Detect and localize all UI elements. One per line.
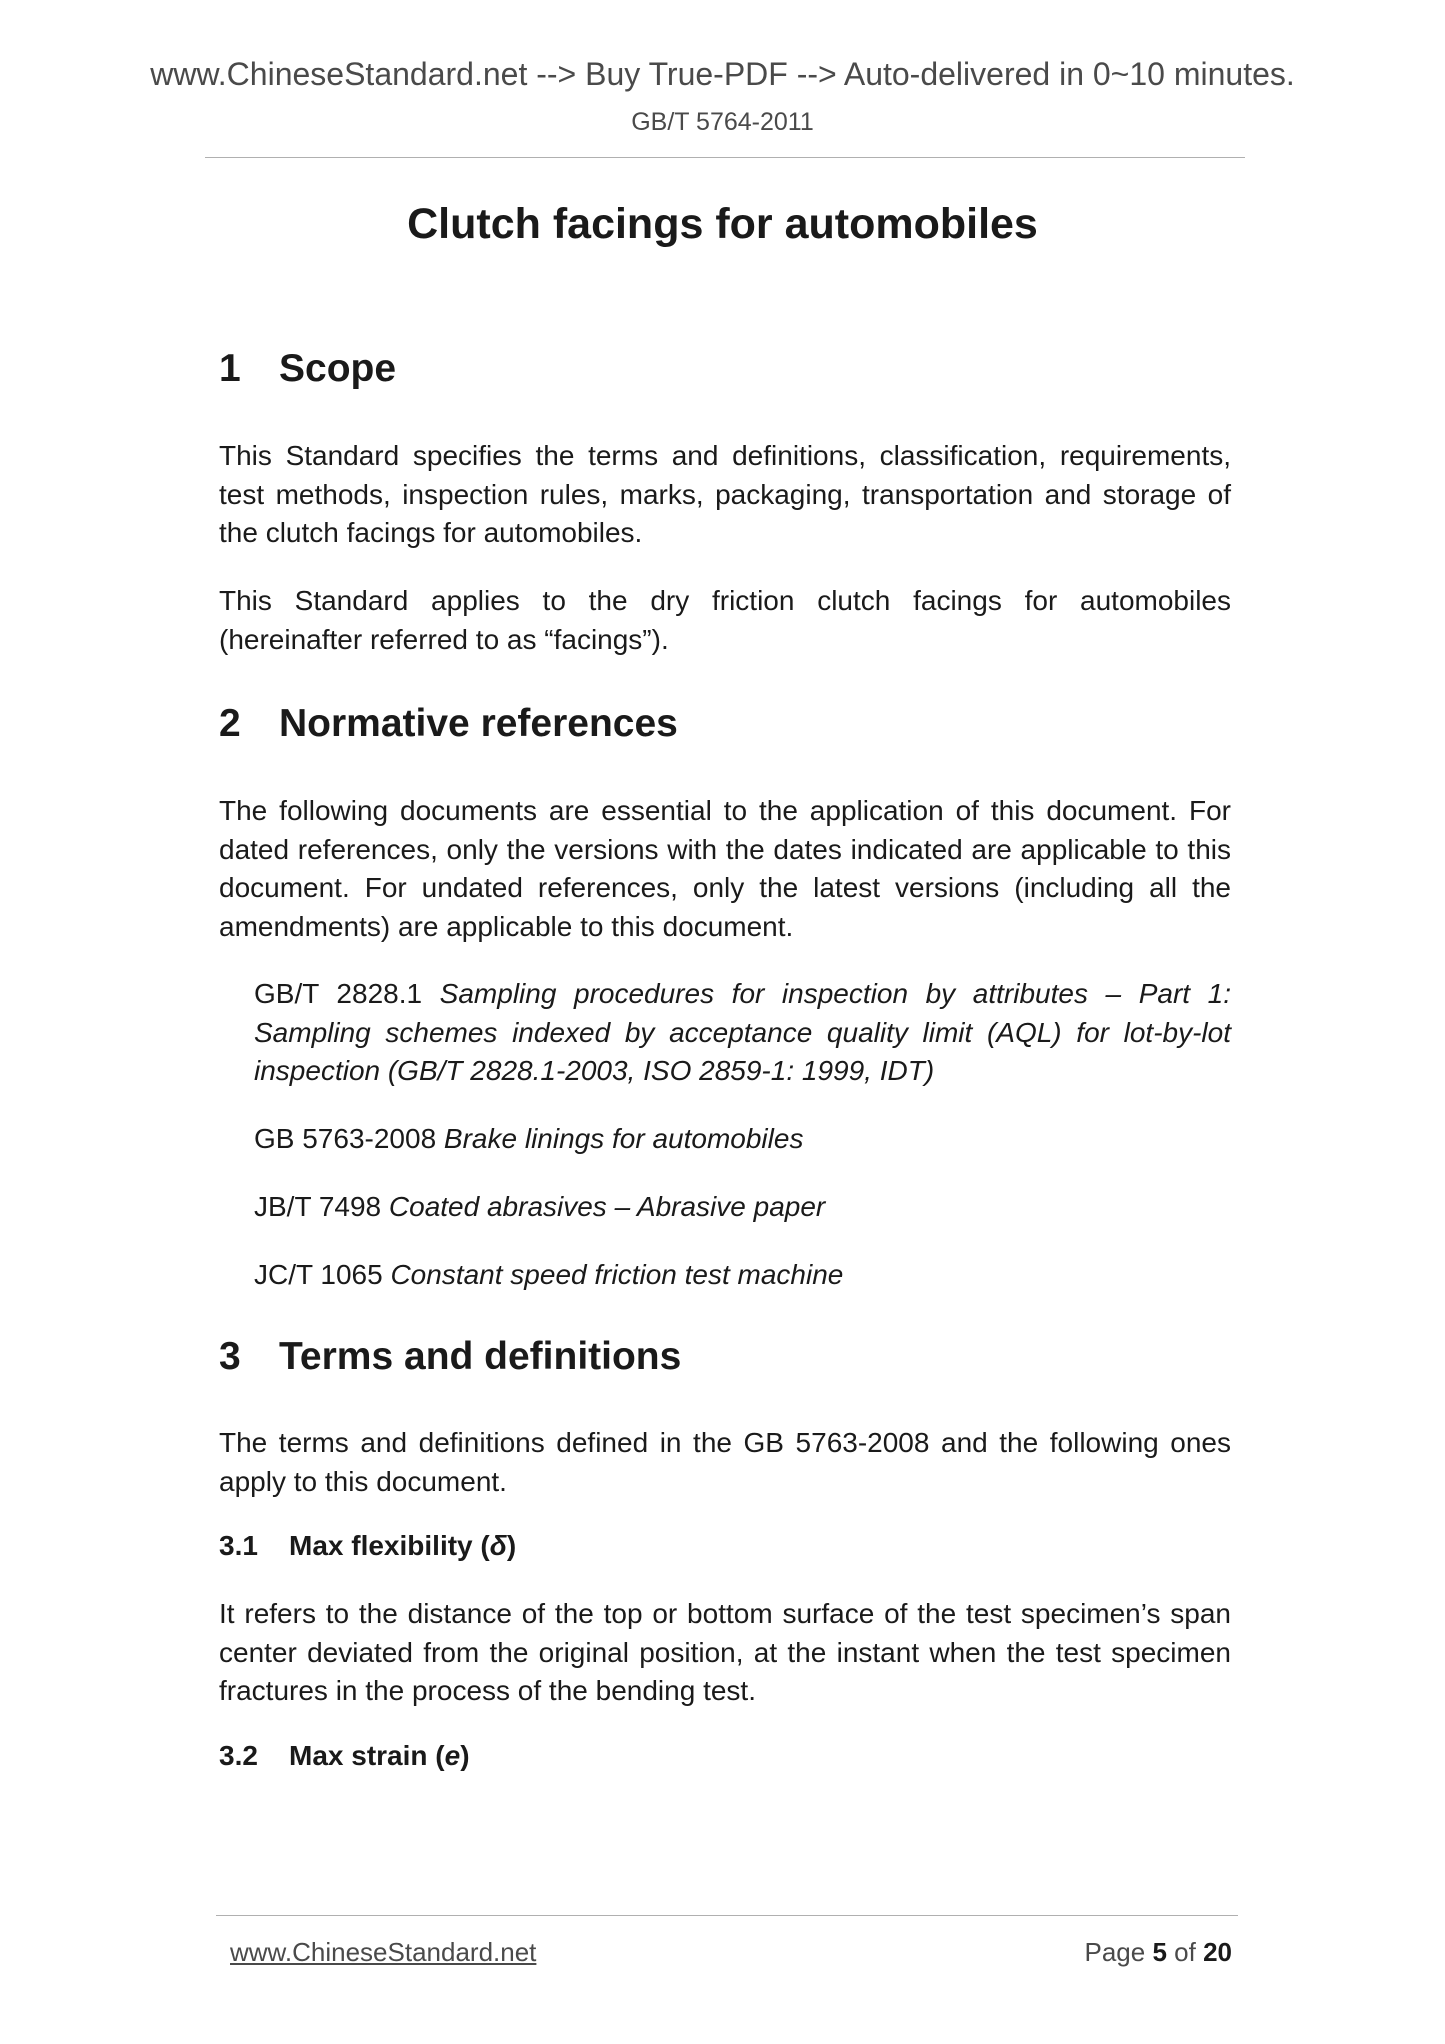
reference-item (254, 1256, 1231, 1295)
page-of: of (1174, 1937, 1196, 1967)
total-pages: 20 (1203, 1937, 1232, 1967)
subsection-symbol: e (444, 1740, 461, 1771)
reference-code: GB/T 2828.1 (254, 978, 423, 1009)
references-intro: The following documents are essential to the application of this document. For dated references, only the versions with the dates indicated are applicable to this document. For undated references, only the latest versions (including all the amendments) are applicable to this document. (219, 795, 1231, 942)
scope-paragraph-1: This Standard specifies the terms and definitions, classification, requirements, test methods, inspection rules, marks, packaging, transportation and storage of the clutch facings for automobiles. (219, 440, 1231, 548)
section-title: Normative references (279, 702, 678, 745)
standard-id: GB/T 5764-2011 (631, 108, 814, 136)
section-title: Terms and definitions (279, 1335, 682, 1378)
footer-divider (216, 1915, 1238, 1916)
reference-item (254, 1120, 1231, 1159)
section-1-heading (219, 347, 396, 391)
section-number: 3 (219, 1335, 241, 1378)
subsection-3-2-heading (219, 1740, 470, 1772)
reference-code: GB 5763-2008 (254, 1123, 437, 1154)
section-number: 2 (219, 702, 241, 745)
section-2-heading (219, 702, 678, 746)
reference-title: Coated abrasives – Abrasive paper (388, 1191, 826, 1222)
subsection-title-end: ) (460, 1740, 470, 1771)
reference-item (254, 975, 1231, 1091)
page-indicator (1084, 1937, 1232, 1968)
section-title: Scope (279, 347, 397, 390)
current-page: 5 (1152, 1937, 1167, 1967)
subsection-number: 3.1 (219, 1530, 258, 1561)
subsection-number: 3.2 (219, 1740, 258, 1771)
reference-item (254, 1188, 1231, 1227)
reference-code: JC/T 1065 (254, 1259, 383, 1290)
section-3-heading (219, 1335, 681, 1379)
page-prefix: Page (1084, 1937, 1146, 1967)
definition-3-1: It refers to the distance of the top or bottom surface of the test specimen’s span center deviated from the original position, at the instant when the test specimen fractures in the process of the bending test. (219, 1598, 1231, 1706)
footer-website-link[interactable]: www.ChineseStandard.net (230, 1937, 537, 1967)
subsection-symbol: δ (489, 1530, 507, 1561)
header-banner: www.ChineseStandard.net --> Buy True-PDF --> Auto-delivered in 0~10 minutes. (150, 56, 1295, 92)
reference-title: Sampling procedures for inspection by attributes – Part 1: Sampling schemes indexed by acceptance quality limit (AQL) for lot-by-lot inspection (GB/T 2828.1-2003, ISO 2859-1: 1999, IDT) (254, 978, 1231, 1086)
subsection-title-end: ) (506, 1530, 517, 1561)
subsection-3-1-heading (219, 1530, 516, 1562)
document-title: Clutch facings for automobiles (407, 200, 1038, 248)
reference-title: Brake linings for automobiles (443, 1123, 804, 1154)
section-number: 1 (219, 347, 241, 390)
reference-title: Constant speed friction test machine (390, 1259, 844, 1290)
subsection-title: Max strain ( (289, 1740, 445, 1771)
terms-intro: The terms and definitions defined in the GB 5763-2008 and the following ones apply to this document. (219, 1427, 1231, 1497)
scope-paragraph-2: This Standard applies to the dry friction clutch facings for automobiles (hereinafter referred to as “facings”). (219, 585, 1231, 655)
header-divider (205, 157, 1245, 158)
subsection-title: Max flexibility ( (289, 1530, 490, 1561)
reference-code: JB/T 7498 (254, 1191, 382, 1222)
